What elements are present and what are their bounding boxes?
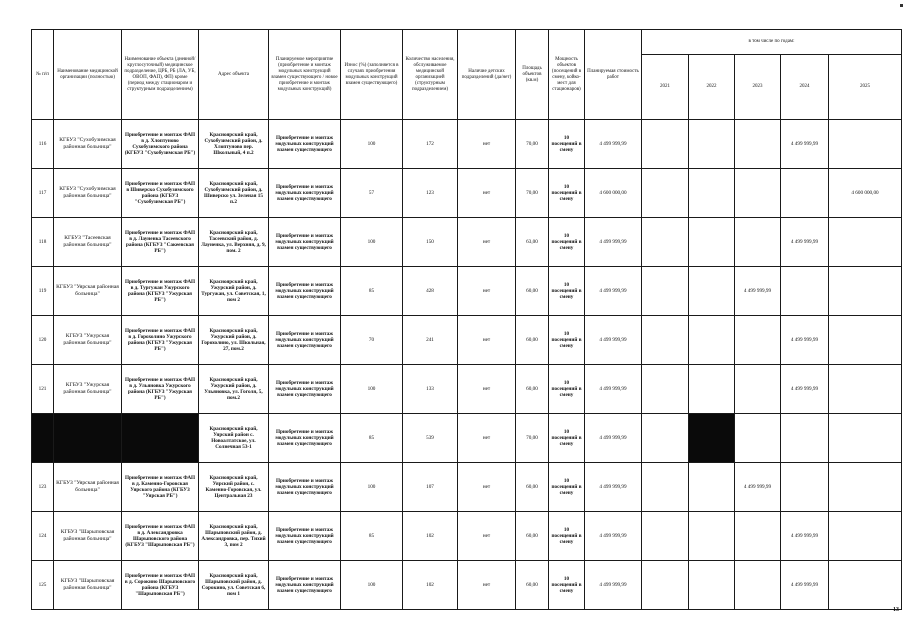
- cell-object: Приобретение и монтаж ФАП в д. Тургужан Ужурского района (КГБУЗ "Ужурская РБ"): [122, 267, 199, 316]
- header-wear: Износ (%) (заполняется в случаях приобретения модульных конструкций взамен существующего): [341, 30, 403, 120]
- cell-y2022: [689, 120, 735, 169]
- document-sheet: [31, 29, 901, 610]
- cell-y2022: [689, 365, 735, 414]
- header-year-2021: 2021: [642, 55, 689, 120]
- cell-y2022: [689, 218, 735, 267]
- cell-institution: КГБУЗ "Тасеевская районная больница": [54, 218, 122, 267]
- cell-y2025: [829, 414, 902, 463]
- cell-address: Красноярский край, Уярский район, с. Каменно-Горовская, ул. Центральная 23: [199, 463, 269, 512]
- cell-y2022: [689, 169, 735, 218]
- cell-y2025: [829, 463, 902, 512]
- cell-institution: КГБУЗ "Ужурская районная больница": [54, 316, 122, 365]
- cell-wear: 70: [341, 316, 403, 365]
- cell-population: 102: [403, 512, 458, 561]
- table-row: [32, 120, 902, 169]
- cell-wear: 85: [341, 267, 403, 316]
- cell-cost: 4 499 999,99: [585, 267, 642, 316]
- cell-y2021: [642, 561, 689, 610]
- cell-num: 118: [32, 218, 54, 267]
- cell-y2021: [642, 365, 689, 414]
- cell-y2024: 4 499 999,99: [781, 120, 829, 169]
- cell-area: 70,00: [516, 414, 549, 463]
- cell-area: 70,00: [516, 120, 549, 169]
- cell-area: 60,00: [516, 512, 549, 561]
- cell-measure: Приобретение и монтаж модульных конструкций взамен существующего: [269, 414, 341, 463]
- cell-y2023: [735, 512, 781, 561]
- cell-population: 539: [403, 414, 458, 463]
- cell-measure: Приобретение и монтаж модульных конструкций взамен существующего: [269, 365, 341, 414]
- cell-wear: 100: [341, 365, 403, 414]
- cell-y2023: [735, 414, 781, 463]
- cell-y2024: [781, 414, 829, 463]
- cell-object: Приобретение и монтаж ФАП в Шиверско Сухобузимского района (КГБУЗ "Сухобузимская РБ"): [122, 169, 199, 218]
- cell-cost: 4 499 999,99: [585, 316, 642, 365]
- cell-wear: 100: [341, 120, 403, 169]
- cell-y2021: [642, 414, 689, 463]
- table-row: [32, 512, 902, 561]
- cell-y2023: [735, 218, 781, 267]
- cell-children: нет: [458, 120, 516, 169]
- cell-population: 241: [403, 316, 458, 365]
- cell-wear: 85: [341, 512, 403, 561]
- cell-children: нет: [458, 512, 516, 561]
- cell-children: нет: [458, 561, 516, 610]
- cell-area: 70,00: [516, 169, 549, 218]
- cell-wear: 100: [341, 561, 403, 610]
- table-row: [32, 316, 902, 365]
- cell-children: нет: [458, 218, 516, 267]
- cell-address: Красноярский край, Сухобузимский район, д. Шиверско ул. Зеленая 15 п.2: [199, 169, 269, 218]
- cell-children: нет: [458, 169, 516, 218]
- redacted-block: [689, 414, 735, 463]
- cell-y2024: 4 499 999,99: [781, 218, 829, 267]
- cell-area: 60,00: [516, 365, 549, 414]
- cell-cost: 4 499 999,99: [585, 414, 642, 463]
- cell-address: Красноярский край, Тасеевский район, д. Лауненка, ул. Верхняя, д. 9, пом. 2: [199, 218, 269, 267]
- cell-y2024: 4 499 999,99: [781, 365, 829, 414]
- cell-capacity: 10 посещений в смену: [549, 561, 585, 610]
- header-cost: Планируемая стоимость работ: [585, 30, 642, 120]
- cell-address: Красноярский край, Ужурский район, д. Ульяновка, ул. Гоголя, 5, пом.2: [199, 365, 269, 414]
- cell-capacity: 10 посещений в смену: [549, 218, 585, 267]
- cell-measure: Приобретение и монтаж модульных конструкций взамен существующего: [269, 463, 341, 512]
- cell-institution: КГБУЗ "Шарыповская районная больница": [54, 561, 122, 610]
- cell-y2025: 4 600 000,00: [829, 169, 902, 218]
- cell-cost: 4 600 000,00: [585, 169, 642, 218]
- header-measure: Планируемое мероприятие (приобретение и монтаж модульных конструкций взамен существующего / новое приобретение и монтаж модульных конструкций): [269, 30, 341, 120]
- header-children: Наличие детских подразделений (да/нет): [458, 30, 516, 120]
- cell-y2022: [689, 512, 735, 561]
- cell-area: 60,00: [516, 316, 549, 365]
- cell-y2024: [781, 169, 829, 218]
- header-num: № п/п: [32, 30, 54, 120]
- cell-cost: 4 499 999,99: [585, 120, 642, 169]
- table-row: [32, 561, 902, 610]
- cell-population: 102: [403, 561, 458, 610]
- cell-institution: КГБУЗ "Ужурская районная больница": [54, 365, 122, 414]
- cell-y2022: [689, 267, 735, 316]
- cell-address: Красноярский край, Уярский район с. Новоалтатское, ул. Солнечная 53-1: [199, 414, 269, 463]
- cell-y2025: [829, 512, 902, 561]
- cell-num: 120: [32, 316, 54, 365]
- cell-children: нет: [458, 267, 516, 316]
- scan-artifact: [900, 4, 903, 7]
- header-capacity: Мощность объектов (посещений в смену, койко-мест для стационаров): [549, 30, 585, 120]
- redacted-block: [32, 414, 54, 463]
- cell-y2025: [829, 365, 902, 414]
- cell-y2024: [781, 463, 829, 512]
- cell-institution: КГБУЗ "Сухобузимская районная больница": [54, 169, 122, 218]
- redacted-block: [54, 414, 122, 463]
- table-row: [32, 218, 902, 267]
- cell-capacity: 10 посещений в смену: [549, 316, 585, 365]
- cell-y2025: [829, 316, 902, 365]
- cell-population: 172: [403, 120, 458, 169]
- table-body: [32, 120, 902, 610]
- header-row-1: [32, 30, 902, 55]
- cell-capacity: 10 посещений в смену: [549, 463, 585, 512]
- cell-y2022: [689, 316, 735, 365]
- table-row: [32, 414, 902, 463]
- cell-y2021: [642, 463, 689, 512]
- cell-y2022: [689, 561, 735, 610]
- cell-y2023: 4 499 999,99: [735, 267, 781, 316]
- table-row: [32, 463, 902, 512]
- redacted-block: [122, 414, 199, 463]
- cell-cost: 4 499 999,99: [585, 463, 642, 512]
- cell-measure: Приобретение и монтаж модульных конструкций взамен существующего: [269, 512, 341, 561]
- cell-num: 123: [32, 463, 54, 512]
- cell-cost: 4 499 999,99: [585, 365, 642, 414]
- cell-y2023: [735, 169, 781, 218]
- cell-num: 116: [32, 120, 54, 169]
- cell-cost: 4 499 999,99: [585, 512, 642, 561]
- cell-y2023: [735, 120, 781, 169]
- cell-measure: Приобретение и монтаж модульных конструкций взамен существующего: [269, 267, 341, 316]
- cell-cost: 4 499 999,99: [585, 218, 642, 267]
- table-row: [32, 267, 902, 316]
- cell-measure: Приобретение и монтаж модульных конструкций взамен существующего: [269, 316, 341, 365]
- header-address: Адрес объекта: [199, 30, 269, 120]
- cell-wear: 85: [341, 414, 403, 463]
- cell-measure: Приобретение и монтаж модульных конструкций взамен существующего: [269, 218, 341, 267]
- cell-num: 119: [32, 267, 54, 316]
- cell-y2023: [735, 316, 781, 365]
- cell-y2021: [642, 512, 689, 561]
- cell-capacity: 10 посещений в смену: [549, 414, 585, 463]
- cell-object: Приобретение и монтаж ФАП в д. Горохолино Ужурского района (КГБУЗ "Ужурская РБ"): [122, 316, 199, 365]
- cell-y2021: [642, 267, 689, 316]
- page-number: 13: [893, 607, 899, 613]
- table-row: [32, 169, 902, 218]
- cell-num: 121: [32, 365, 54, 414]
- cell-y2024: 4 499 999,99: [781, 316, 829, 365]
- cell-measure: Приобретение и монтаж модульных конструкций взамен существующего: [269, 120, 341, 169]
- cell-num: 124: [32, 512, 54, 561]
- cell-y2021: [642, 120, 689, 169]
- cell-population: 107: [403, 463, 458, 512]
- cell-capacity: 10 посещений в смену: [549, 169, 585, 218]
- cell-wear: 100: [341, 463, 403, 512]
- cell-object: Приобретение и монтаж ФАП в д. Сорокино Шарыповского района (КГБУЗ "Шарыповская РБ"): [122, 561, 199, 610]
- cell-institution: КГБУЗ "Уярская районная больница": [54, 267, 122, 316]
- cell-wear: 57: [341, 169, 403, 218]
- header-object-name: Наименование объекта (дневной/круглосуточный) медицинское подразделение, ЦРБ, РБ (ЛА, УБ, ОВОП, ФАП), ФП) кроме (период между стационаром и структурным подразделением): [122, 30, 199, 120]
- header-year-2023: 2023: [735, 55, 781, 120]
- cell-y2023: [735, 561, 781, 610]
- cell-y2021: [642, 218, 689, 267]
- cell-cost: 4 499 999,99: [585, 561, 642, 610]
- table-row: [32, 365, 902, 414]
- cell-population: 428: [403, 267, 458, 316]
- cell-capacity: 10 посещений в смену: [549, 365, 585, 414]
- cell-institution: КГБУЗ "Сухобузимская районная больница": [54, 120, 122, 169]
- header-by-years: в том числе по годам:: [642, 30, 902, 55]
- cell-y2021: [642, 169, 689, 218]
- cell-address: Красноярский край, Ужурский район, д. Тургужан, ул. Советская, 1, пом 2: [199, 267, 269, 316]
- cell-address: Красноярский край, Шарыповский район, д. Сорокино, ул. Советская 6, пом 1: [199, 561, 269, 610]
- cell-capacity: 10 посещений в смену: [549, 120, 585, 169]
- header-institution: Наименование медицинской организации (полностью): [54, 30, 122, 120]
- cell-object: Приобретение и монтаж ФАП в д. Лауненка Тасеевского района (КГБУЗ "Сакеевская РБ"): [122, 218, 199, 267]
- cell-institution: КГБУЗ "Уярская районная больница": [54, 463, 122, 512]
- cell-population: 123: [403, 169, 458, 218]
- cell-y2024: 4 499 999,99: [781, 561, 829, 610]
- cell-y2023: 4 499 999,99: [735, 463, 781, 512]
- cell-y2025: [829, 561, 902, 610]
- cell-area: 60,00: [516, 267, 549, 316]
- cell-num: 117: [32, 169, 54, 218]
- cell-area: 63,00: [516, 218, 549, 267]
- cell-address: Красноярский край, Сухобузимский район, д. Хлоптуново пер. Школьный, 4 п.2: [199, 120, 269, 169]
- cell-y2024: 4 499 999,99: [781, 512, 829, 561]
- cell-area: 60,00: [516, 463, 549, 512]
- cell-children: нет: [458, 414, 516, 463]
- header-population: Количество населения, обслуживаемое медицинской организацией (структурным подразделением): [403, 30, 458, 120]
- cell-y2025: [829, 218, 902, 267]
- cell-children: нет: [458, 365, 516, 414]
- cell-y2022: [689, 463, 735, 512]
- cell-population: 150: [403, 218, 458, 267]
- header-year-2025: 2025: [829, 55, 902, 120]
- header-year-2024: 2024: [781, 55, 829, 120]
- cell-object: Приобретение и монтаж ФАП в д. Хлоптуново Сухобузимского района (КГБУЗ "Сухобузимская РБ"): [122, 120, 199, 169]
- cell-area: 60,00: [516, 561, 549, 610]
- cell-institution: КГБУЗ "Шарыповская районная больница": [54, 512, 122, 561]
- cell-measure: Приобретение и монтаж модульных конструкций взамен существующего: [269, 561, 341, 610]
- facilities-table: [31, 29, 902, 610]
- cell-address: Красноярский край, Ужурский район, д. Горохолино, ул. Школьная, 27, пом.2: [199, 316, 269, 365]
- cell-children: нет: [458, 316, 516, 365]
- cell-object: Приобретение и монтаж ФАП в д. Каменно-Горовская Уярского района (КГБУЗ "Уярская РБ"): [122, 463, 199, 512]
- cell-capacity: 10 посещений в смену: [549, 267, 585, 316]
- cell-address: Красноярский край, Шарыповский район, д. Александровка, пер. Тихий 3, пом 2: [199, 512, 269, 561]
- cell-y2021: [642, 316, 689, 365]
- cell-object: Приобретение и монтаж ФАП в д. Ульяновка Ужурского района (КГБУЗ "Ужурская РБ"): [122, 365, 199, 414]
- cell-population: 133: [403, 365, 458, 414]
- cell-object: Приобретение и монтаж ФАП в д. Александровка Шарыповского района (КГБУЗ "Шарыповская РБ"): [122, 512, 199, 561]
- header-area: Площадь объектов (кв.м): [516, 30, 549, 120]
- cell-children: нет: [458, 463, 516, 512]
- cell-y2025: [829, 267, 902, 316]
- cell-capacity: 10 посещений в смену: [549, 512, 585, 561]
- cell-y2024: [781, 267, 829, 316]
- cell-y2025: [829, 120, 902, 169]
- cell-y2023: [735, 365, 781, 414]
- cell-num: 125: [32, 561, 54, 610]
- cell-wear: 100: [341, 218, 403, 267]
- cell-measure: Приобретение и монтаж модульных конструкций взамен существующего: [269, 169, 341, 218]
- header-year-2022: 2022: [689, 55, 735, 120]
